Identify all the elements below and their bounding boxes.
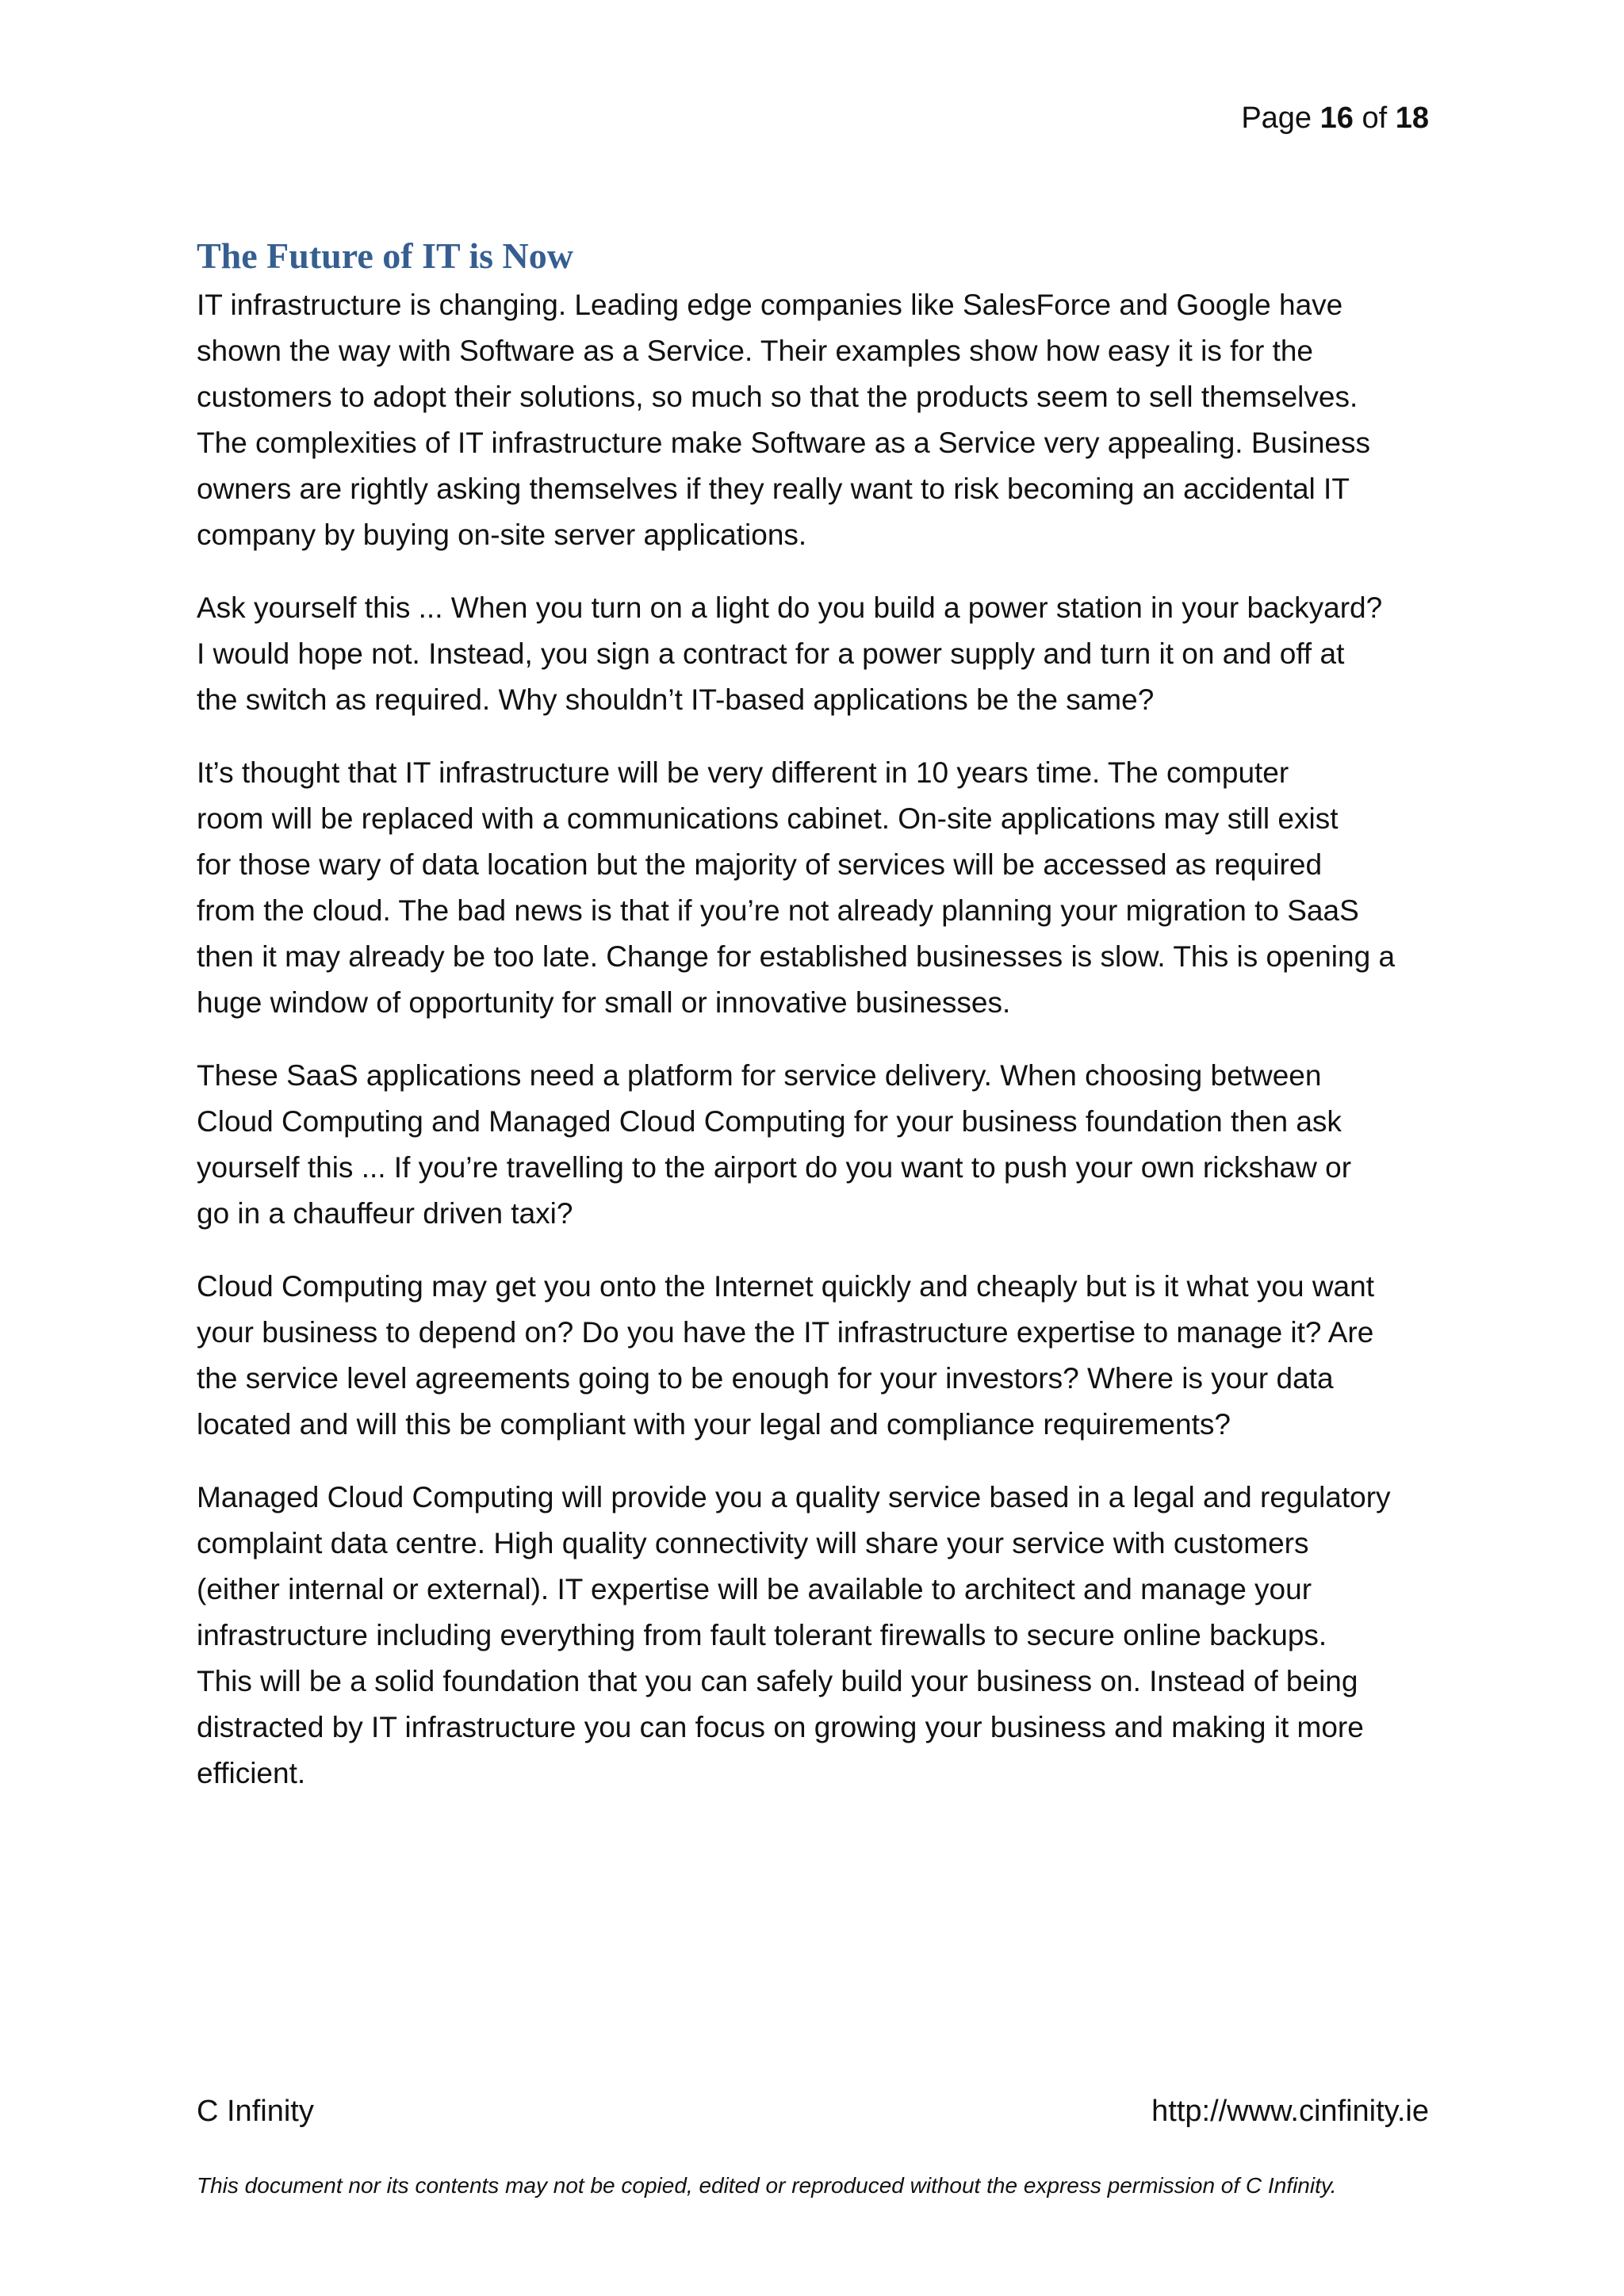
page-current: 16	[1320, 101, 1354, 135]
footer-disclaimer: This document nor its contents may not be copied, edited or reproduced without the express permission of C Infinity.	[197, 2173, 1337, 2198]
section-title: The Future of IT is Now	[197, 235, 573, 276]
article-body	[197, 232, 1434, 1823]
paragraph-6: Managed Cloud Computing will provide you a quality service based in a legal and regulatory complaint data centre. High quality connectivity will share your service with customers (either internal or external). IT expertise will be available to architect and manage your infrastructure including everything from fault tolerant firewalls to secure online backups. This will be a solid foundation that you can safely build your business on. Instead of being distracted by IT infrastructure you can focus on growing your business and making it more efficient.	[197, 1481, 1391, 1789]
paragraph-1: IT infrastructure is changing. Leading edge companies like SalesForce and Google have shown the way with Software as a Service. Their examples show how easy it is for the customers to adopt their solutions, so much so that the products seem to sell themselves. The complexities of IT infrastructure make Software as a Service very appealing. Business owners are rightly asking themselves if they really want to risk becoming an accidental IT company by buying on-site server applications.	[197, 289, 1370, 551]
paragraph-3: It’s thought that IT infrastructure will be very different in 10 years time. The computer room will be replaced with a communications cabinet. On-site applications may still exist for those wary of data location but the majority of services will be accessed as required from the cloud. The bad news is that if you’re not already planning your migration to SaaS then it may already be too late. Change for established businesses is slow. This is opening a huge window of opportunity for small or innovative businesses.	[197, 756, 1396, 1019]
page-of: of	[1353, 101, 1396, 135]
footer-url: http://www.cinfinity.ie	[1151, 2095, 1429, 2128]
paragraph-2: Ask yourself this ... When you turn on a light do you build a power station in your backyard? I would hope not. Instead, you sign a contract for a power supply and turn it on and off at the switch as required. Why shouldn’t IT-based applications be the same?	[197, 591, 1383, 716]
page-prefix: Page	[1241, 101, 1320, 135]
footer-company: C Infinity	[197, 2095, 314, 2128]
page-number	[1241, 100, 1429, 136]
paragraph-5: Cloud Computing may get you onto the Internet quickly and cheaply but is it what you want your business to depend on? Do you have the IT infrastructure expertise to manage it? Are the service level agreements going to be enough for your investors? Where is your data located and will this be compliant with your legal and compliance requirements?	[197, 1270, 1374, 1441]
page-total: 18	[1395, 101, 1429, 135]
paragraph-4: These SaaS applications need a platform for service delivery. When choosing between Cloud Computing and Managed Cloud Computing for your business foundation then ask yourself this ... If you’re travelling to the airport do you want to push your own rickshaw or go in a chauffeur driven taxi?	[197, 1059, 1352, 1230]
